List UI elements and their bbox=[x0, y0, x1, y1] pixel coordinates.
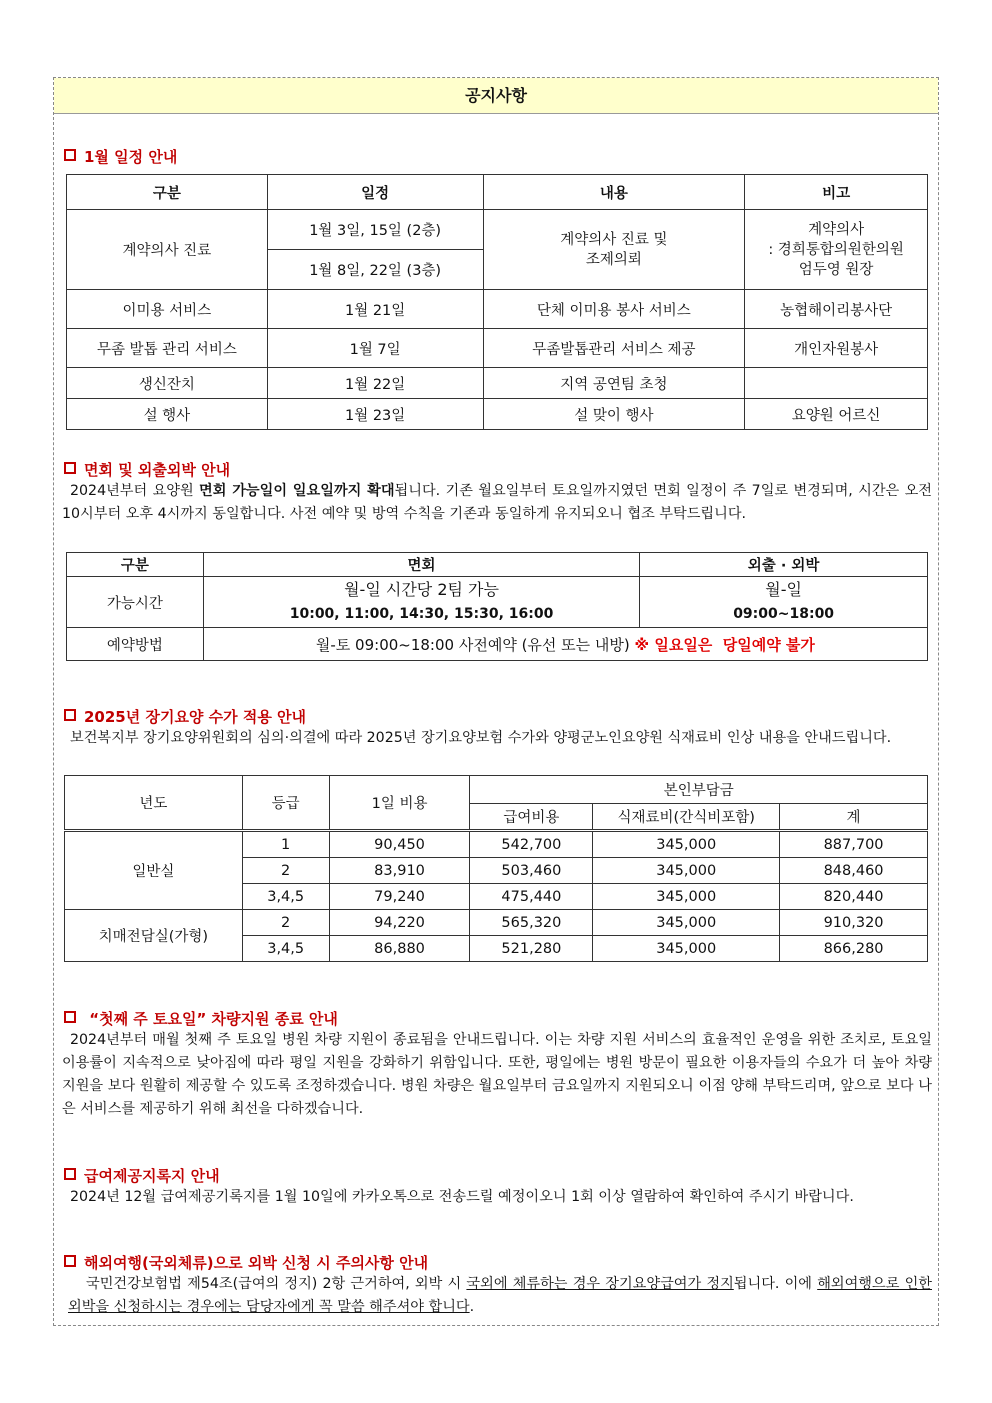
cell-benefit: 565,320 bbox=[470, 910, 593, 936]
cell-grade: 2 bbox=[242, 858, 329, 884]
table-row bbox=[67, 329, 928, 368]
cell-total: 910,320 bbox=[780, 910, 928, 936]
fees-paragraph: 보건복지부 장기요양위원회의 심의·의결에 따라 2025년 장기요양보험 수가와 양평군노인요양원 식재료비 인상 내용을 안내드립니다. bbox=[70, 730, 892, 746]
cell-date: 1월 23일 bbox=[267, 399, 483, 430]
cell-category: 생신잔치 bbox=[67, 368, 268, 399]
table-row bbox=[65, 831, 928, 858]
cell-category: 설 행사 bbox=[67, 399, 268, 430]
cell-daily: 83,910 bbox=[329, 858, 470, 884]
section-title-visit: 면회 및 외출외박 안내 bbox=[64, 459, 230, 480]
section-title-january-schedule: 1월 일정 안내 bbox=[64, 146, 177, 167]
cell-reservation: 월-토 09:00~18:00 사전예약 (유선 또는 내방) ※ 일요일은 당일예약 불가 bbox=[203, 628, 927, 661]
cell-daily: 86,880 bbox=[329, 936, 470, 962]
table-header-row bbox=[67, 175, 928, 210]
cell-date: 1월 21일 bbox=[267, 290, 483, 329]
cell-label: 가능시간 bbox=[67, 577, 204, 628]
column-header: 내용 bbox=[483, 175, 745, 210]
cell-note: 농협해이리봉사단 bbox=[745, 290, 928, 329]
table-row bbox=[67, 399, 928, 430]
cell-food: 345,000 bbox=[593, 936, 780, 962]
column-header: 년도 bbox=[65, 776, 243, 831]
cell-food: 345,000 bbox=[593, 910, 780, 936]
table-row bbox=[67, 210, 928, 250]
vehicle-paragraph: 2024년부터 매월 첫째 주 토요일 병원 차량 지원이 종료됨을 안내드립니다. 이는 차량 지원 서비스의 효율적인 운영을 위한 조치로, 토요일 이용률이 지속적으로 낮아짐에 따라 평일 지원을 강화하기 위함입니다. 또한, 평일에는 병원 방문이 필요한 이용자들의 수요가 더 높아 차량 지원을 보다 원활히 제공할 수 있도록 조정하겠습니다. 병원 차량은 월요일부터 금요일까지 지원되오니 이점 양해 부탁드리며, 앞으로 보다 나은 서비스를 제공하기 위해 최선을 다하겠습니다. bbox=[62, 1032, 932, 1117]
cell-outing-times bbox=[640, 577, 928, 628]
cell-room-type: 일반실 bbox=[65, 831, 243, 910]
cell-label: 예약방법 bbox=[67, 628, 204, 661]
cell-content: 설 맞이 행사 bbox=[483, 399, 745, 430]
cell-date: 1월 8일, 22일 (3층) bbox=[267, 250, 483, 290]
section-title-fees: 2025년 장기요양 수가 적용 안내 bbox=[64, 706, 306, 727]
cell-content: 무좀발톱관리 서비스 제공 bbox=[483, 329, 745, 368]
cell-grade: 3,4,5 bbox=[242, 884, 329, 910]
cell-total: 848,460 bbox=[780, 858, 928, 884]
section-title-overseas: 해외여행(국외체류)으로 외박 신청 시 주의사항 안내 bbox=[64, 1252, 428, 1273]
cell-date: 1월 7일 bbox=[267, 329, 483, 368]
fee-table bbox=[64, 775, 928, 962]
cell-benefit: 521,280 bbox=[470, 936, 593, 962]
cell-food: 345,000 bbox=[593, 884, 780, 910]
outing-line: 월-일 bbox=[765, 580, 802, 599]
column-header: 급여비용 bbox=[470, 804, 593, 831]
column-header: 구분 bbox=[67, 175, 268, 210]
cell-benefit: 503,460 bbox=[470, 858, 593, 884]
checkbox-bullet-icon bbox=[64, 149, 76, 161]
column-header: 구분 bbox=[67, 553, 204, 577]
table-row bbox=[67, 577, 928, 628]
checkbox-bullet-icon bbox=[64, 1255, 76, 1267]
cell-daily: 90,450 bbox=[329, 831, 470, 858]
checkbox-bullet-icon bbox=[64, 462, 76, 474]
cell-total: 820,440 bbox=[780, 884, 928, 910]
column-header: 면회 bbox=[203, 553, 639, 577]
column-header: 식재료비(간식비포함) bbox=[593, 804, 780, 831]
visit-line: 월-일 시간당 2팀 가능 bbox=[344, 580, 499, 599]
cell-daily: 79,240 bbox=[329, 884, 470, 910]
cell-visit-times bbox=[203, 577, 639, 628]
cell-food: 345,000 bbox=[593, 831, 780, 858]
table-row bbox=[67, 290, 928, 329]
table-row bbox=[65, 910, 928, 936]
cell-benefit: 475,440 bbox=[470, 884, 593, 910]
notice-frame bbox=[53, 77, 939, 1326]
cell-category: 이미용 서비스 bbox=[67, 290, 268, 329]
column-header: 1일 비용 bbox=[329, 776, 470, 831]
cell-grade: 1 bbox=[242, 831, 329, 858]
cell-category: 계약의사 진료 bbox=[67, 210, 268, 290]
visit-paragraph: 2024년부터 요양원 면회 가능일이 일요일까지 확대됩니다. 기존 월요일부터 토요일까지였던 면회 일정이 주 7일로 변경되며, 시간은 오전 10시부터 오후 4시까지 동일합니다. 사전 예약 및 방역 수칙을 기존과 동일하게 유지되오니 협조 부탁드립니다. bbox=[62, 483, 932, 522]
column-header: 본인부담금 bbox=[470, 776, 928, 804]
column-header: 등급 bbox=[242, 776, 329, 831]
cell-category: 무좀 발톱 관리 서비스 bbox=[67, 329, 268, 368]
cell-total: 866,280 bbox=[780, 936, 928, 962]
cell-content: 계약의사 진료 및 조제의뢰 bbox=[483, 210, 745, 290]
overseas-paragraph: 국민건강보험법 제54조(급여의 정지) 2항 근거하여, 외박 시 국외에 체류하는 경우 장기요양급여가 정지됩니다. 이에 해외여행으로 인한 외박을 신청하시는 경우에는 담당자에게 꼭 말씀 해주셔야 합니다. bbox=[68, 1276, 933, 1315]
cell-content: 지역 공연팀 초청 bbox=[483, 368, 745, 399]
table-row bbox=[67, 368, 928, 399]
table-header-row bbox=[65, 776, 928, 804]
cell-room-type: 치매전담실(가형) bbox=[65, 910, 243, 962]
cell-note: 요양원 어르신 bbox=[745, 399, 928, 430]
notice-header: 공지사항 bbox=[54, 78, 938, 114]
january-schedule-table bbox=[66, 174, 928, 430]
cell-date: 1월 22일 bbox=[267, 368, 483, 399]
cell-content: 단체 이미용 봉사 서비스 bbox=[483, 290, 745, 329]
table-row bbox=[67, 628, 928, 661]
visit-table bbox=[66, 552, 928, 661]
column-header: 비고 bbox=[745, 175, 928, 210]
cell-daily: 94,220 bbox=[329, 910, 470, 936]
visit-line: 10:00, 11:00, 14:30, 15:30, 16:00 bbox=[289, 606, 554, 622]
benefit-record-paragraph: 2024년 12월 급여제공기록지를 1월 10일에 카카오톡으로 전송드릴 예정이오니 1회 이상 열람하여 확인하여 주시기 바랍니다. bbox=[70, 1189, 854, 1205]
column-header: 계 bbox=[780, 804, 928, 831]
cell-date: 1월 3일, 15일 (2층) bbox=[267, 210, 483, 250]
cell-total: 887,700 bbox=[780, 831, 928, 858]
column-header: 외출 · 외박 bbox=[640, 553, 928, 577]
cell-food: 345,000 bbox=[593, 858, 780, 884]
checkbox-bullet-icon bbox=[64, 1011, 76, 1023]
section-title-vehicle: “첫째 주 토요일” 차량지원 종료 안내 bbox=[64, 1008, 338, 1029]
cell-grade: 2 bbox=[242, 910, 329, 936]
outing-line: 09:00~18:00 bbox=[733, 606, 835, 622]
cell-benefit: 542,700 bbox=[470, 831, 593, 858]
cell-note: 개인자원봉사 bbox=[745, 329, 928, 368]
section-title-benefit-record: 급여제공지록지 안내 bbox=[64, 1165, 220, 1186]
checkbox-bullet-icon bbox=[64, 709, 76, 721]
cell-note: 계약의사 : 경희통합의원한의원 엄두영 원장 bbox=[745, 210, 928, 290]
cell-note bbox=[745, 368, 928, 399]
column-header: 일정 bbox=[267, 175, 483, 210]
table-header-row bbox=[67, 553, 928, 577]
cell-grade: 3,4,5 bbox=[242, 936, 329, 962]
checkbox-bullet-icon bbox=[64, 1168, 76, 1180]
